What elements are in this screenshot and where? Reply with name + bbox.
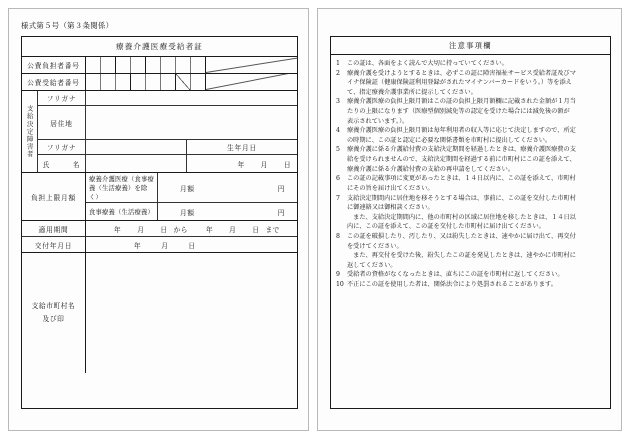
note-line: 療養介護を受けようとするときは、必ずこの証に障害福祉サービス受給者証及びマ xyxy=(347,69,576,77)
yen-label: 円 xyxy=(277,208,285,217)
birthdate-label: 生年月日 xyxy=(227,144,257,152)
birthdate-month: 月 xyxy=(260,160,268,169)
note-line: たりの上限になります（医療型個別減免等の認定を受けた場合には減免後の額が xyxy=(347,108,570,116)
issue-year: 年 xyxy=(134,241,142,250)
note-text xyxy=(347,59,604,69)
note-text xyxy=(347,97,604,126)
note-item xyxy=(336,194,604,232)
note-line: また、再交付を受けた後、紛失したこの証を発見したときは、速やかに市町村に xyxy=(347,252,576,260)
number-cell[interactable] xyxy=(86,74,101,90)
furigana-label-2: フリガナ xyxy=(38,140,86,154)
number-cell-slashed[interactable] xyxy=(176,74,191,90)
note-line: て、指定療養介護事業所に提示してください。 xyxy=(347,88,477,96)
note-line: 表示されています。）。 xyxy=(347,117,409,125)
number-cell[interactable] xyxy=(86,57,101,73)
yen-label: 円 xyxy=(277,184,285,193)
note-text xyxy=(347,145,604,174)
note-text xyxy=(347,126,604,145)
note-line: また、支給決定期間内に、他の市町村の区域に居住地を移したときは、１４日以 xyxy=(347,213,576,221)
limit-kind-medical: 療養介護医療（食事療養（生活療養）を除く） xyxy=(86,173,158,202)
limit-label: 負担上限月額 xyxy=(22,173,86,220)
notes-page xyxy=(317,8,622,431)
issue-date-label: 交付年月日 xyxy=(22,237,86,252)
public-recipient-number-cells[interactable] xyxy=(86,74,206,90)
note-line: 内に、この証を添えて、この証を交付した市町村に届け出てください。 xyxy=(347,223,545,231)
number-cell[interactable] xyxy=(191,57,206,73)
beneficiary-side-label: 支給決定障害者 xyxy=(22,91,38,173)
note-item xyxy=(336,126,604,145)
period-until: まで xyxy=(265,225,280,234)
certificate-page xyxy=(8,8,309,431)
limit-rows xyxy=(86,173,297,220)
issue-month: 月 xyxy=(161,241,169,250)
limit-amount-medical[interactable] xyxy=(158,173,297,202)
name-input[interactable] xyxy=(86,155,187,172)
note-text xyxy=(347,280,604,290)
period-from: から xyxy=(173,225,188,234)
monthly-amount-label: 月額 xyxy=(180,208,195,217)
note-text xyxy=(347,270,604,280)
number-cell[interactable] xyxy=(161,74,176,90)
note-item xyxy=(336,69,604,98)
address-input[interactable] xyxy=(86,106,297,139)
period-day: 日 xyxy=(160,225,168,234)
limit-kind-meal: 食事療養（生活療養） xyxy=(86,203,158,220)
note-text xyxy=(347,69,604,98)
period-to-day: 日 xyxy=(252,225,260,234)
furigana-row xyxy=(38,91,297,106)
name-row xyxy=(38,155,297,173)
note-line: この証の記載事項に変更があったときは、１４日以内に、この証を添えて、市町村 xyxy=(347,175,576,183)
note-line: の時期に、この証と認定に必要な関係書類を市町村に提出してください。 xyxy=(347,136,552,144)
number-cell[interactable] xyxy=(146,74,161,90)
note-line: を受けてください。 xyxy=(347,242,403,250)
note-item xyxy=(336,145,604,174)
furigana-row-2 xyxy=(38,140,297,155)
furigana-label: フリガナ xyxy=(38,91,86,105)
note-item xyxy=(336,270,604,280)
note-number: 4 xyxy=(336,127,340,135)
municipality-label-line2: 及び印 xyxy=(42,315,65,323)
number-cell[interactable] xyxy=(131,57,146,73)
number-cell[interactable] xyxy=(101,57,116,73)
limit-amount-meal[interactable] xyxy=(158,203,297,220)
note-line: 返してください。 xyxy=(347,261,397,269)
note-line: 不正にこの証を使用した者は、関係法令により処罰されることがあります。 xyxy=(347,281,557,289)
note-line: にその旨を届け出てください。 xyxy=(347,184,434,192)
address-row xyxy=(38,106,297,140)
issue-date-input[interactable] xyxy=(86,237,297,252)
form-number: 様式第５号（第３条関係） xyxy=(21,21,114,30)
note-line: 療養介護に係る介護給付費の支給の再申請をしてください。 xyxy=(347,165,515,173)
number-cell[interactable] xyxy=(116,57,131,73)
notes-list xyxy=(331,55,610,290)
period-to-year: 年 xyxy=(205,225,214,234)
note-number: 7 xyxy=(336,194,340,202)
certificate-table xyxy=(21,36,298,409)
note-item xyxy=(336,280,604,290)
note-number: 5 xyxy=(336,146,340,154)
name-label: 氏 名 xyxy=(38,155,86,172)
number-cell[interactable] xyxy=(161,57,176,73)
issue-day: 日 xyxy=(188,241,196,250)
address-label: 居住地 xyxy=(38,106,86,139)
diagonal-fill-area xyxy=(206,74,297,90)
notes-title: 注意事項欄 xyxy=(331,37,610,55)
note-item xyxy=(336,59,604,69)
note-line: 受給者の資格がなくなったときは、直ちにこの証を市町村に返してください。 xyxy=(347,271,564,279)
beneficiary-block xyxy=(22,91,297,173)
note-line: 療養介護に係る介護給付費の支給決定期間を経過したときは、療養介護医療費の支 xyxy=(347,146,576,154)
municipality-label-line1: 支給市町村名 xyxy=(31,302,76,311)
note-number: 6 xyxy=(336,175,340,183)
public-payer-number-cells[interactable] xyxy=(86,57,206,73)
public-payer-number-row xyxy=(22,57,297,74)
note-text xyxy=(347,232,604,270)
note-line: この証は、各面をよく読んで大切に持っていてください。 xyxy=(347,60,508,67)
birthdate-input[interactable] xyxy=(187,155,297,172)
monthly-amount-label: 月額 xyxy=(180,184,195,193)
furigana-name-input[interactable] xyxy=(86,140,187,154)
note-item xyxy=(336,97,604,126)
birthdate-year: 年 xyxy=(237,160,245,169)
furigana-input[interactable] xyxy=(86,91,297,105)
limit-row-medical xyxy=(86,173,297,203)
birthdate-day: 日 xyxy=(283,160,291,169)
certificate-title: 療養介護医療受給者証 xyxy=(22,37,297,57)
public-payer-number-label: 公費負担者番号 xyxy=(22,57,86,73)
note-line: に御連絡又は御相談ください。 xyxy=(347,204,434,212)
note-item xyxy=(336,232,604,270)
issue-date-row xyxy=(22,237,297,253)
municipality-seal-area[interactable] xyxy=(86,253,297,373)
period-month: 月 xyxy=(137,225,145,234)
note-line: 療養介護医療の負担上限月額はこの証の負担上限月額欄に記載された金額が１月当 xyxy=(347,98,576,106)
limit-row-meal xyxy=(86,203,297,220)
note-number: 8 xyxy=(336,232,340,240)
public-recipient-number-row xyxy=(22,74,297,91)
municipality-row xyxy=(22,253,297,373)
number-cell[interactable] xyxy=(191,74,206,90)
period-to-month: 月 xyxy=(229,225,237,234)
note-line: 療養介護医療の負担上限月額は毎年利用者の収入等に応じて決定しますので、所定 xyxy=(347,127,576,135)
number-cell[interactable] xyxy=(131,74,146,90)
note-line: この証を破損したり、汚したり、又は紛失したときは、速やかに届け出て、再交付 xyxy=(347,232,576,240)
period-row xyxy=(22,221,297,237)
note-number: 9 xyxy=(336,271,340,279)
note-line: 給を受けられませんので、支給決定期間を経過する前に市町村にこの証を添えて、 xyxy=(347,156,576,164)
number-cell[interactable] xyxy=(116,74,131,90)
notes-table xyxy=(330,36,611,409)
note-number: 3 xyxy=(336,98,340,106)
note-line: イナ保険証（健康保険証利用登録がされたマイナンバーカードをいう。）等を添え xyxy=(347,79,572,87)
note-number: 1 xyxy=(336,60,340,67)
note-item xyxy=(336,174,604,193)
limit-amount-block xyxy=(22,173,297,221)
municipality-label xyxy=(22,253,86,373)
note-number: 10 xyxy=(336,281,344,289)
beneficiary-fields xyxy=(38,91,297,173)
diagonal-fill-area xyxy=(206,57,297,73)
note-text xyxy=(347,174,604,193)
period-year: 年 xyxy=(114,225,122,234)
note-text xyxy=(347,194,604,232)
number-cell[interactable] xyxy=(146,57,161,73)
period-label: 適用期間 xyxy=(22,221,86,236)
number-cell[interactable] xyxy=(101,74,116,90)
number-cell[interactable] xyxy=(176,57,191,73)
period-input[interactable] xyxy=(86,221,297,236)
public-recipient-number-label: 公費受給者番号 xyxy=(22,74,86,90)
note-number: 2 xyxy=(336,69,340,77)
note-line: 支給決定期間内に居住地を移そうとする場合は、事前に、この証を交付した市町村 xyxy=(347,194,576,202)
